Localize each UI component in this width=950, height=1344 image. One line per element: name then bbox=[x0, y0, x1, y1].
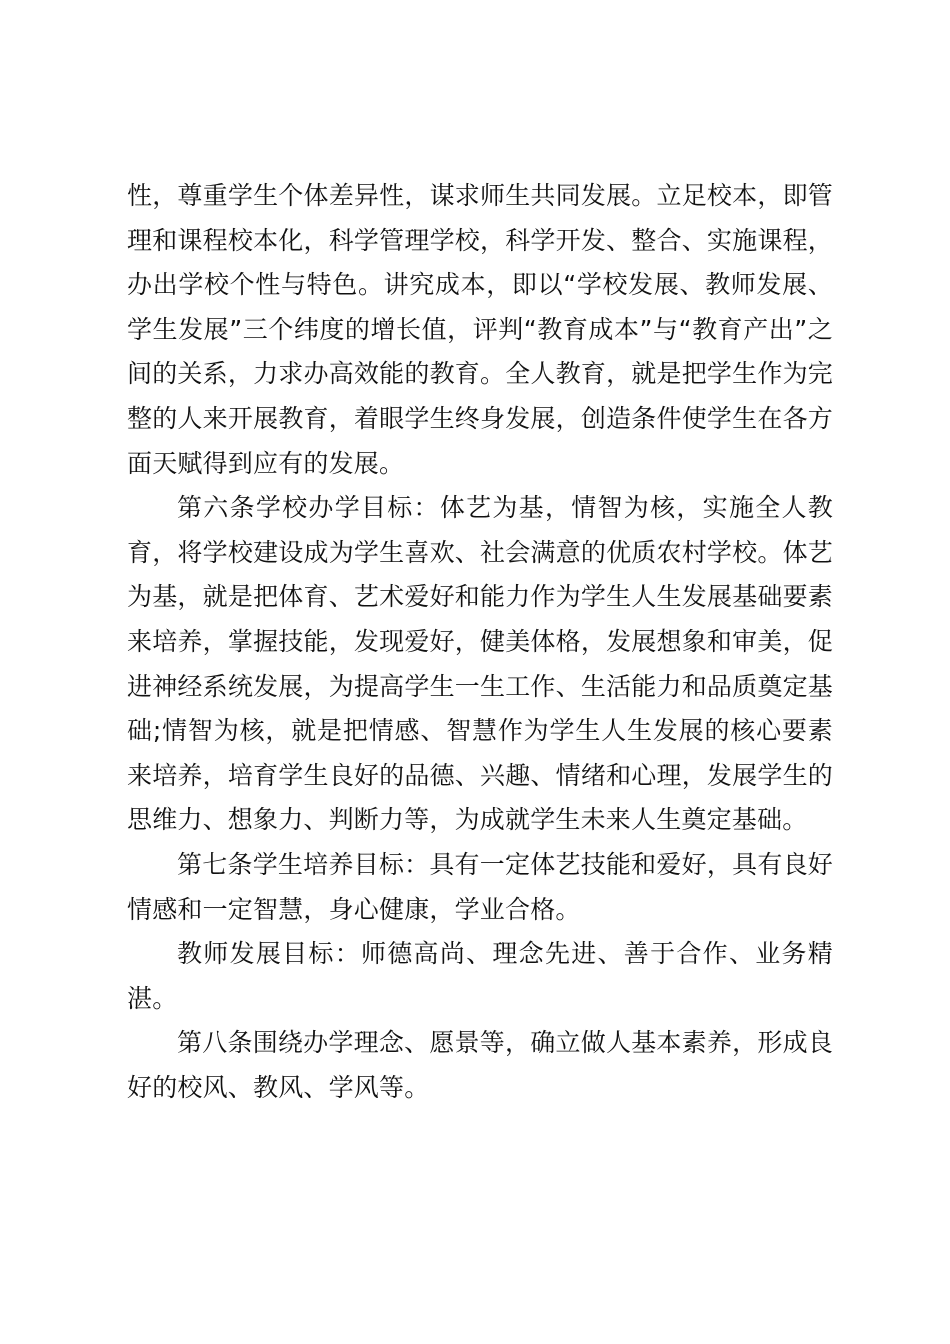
paragraph-article-8-school-culture: 第八条围绕办学理念、愿景等，确立做人基本素养，形成良好的校风、教风、学风等。 bbox=[127, 1028, 833, 1102]
paragraph-article-6-school-goals: 第六条学校办学目标：体艺为基，情智为核，实施全人教育，将学校建设成为学生喜欢、社会满意的优质农村学校。体艺为基，就是把体育、艺术爱好和能力作为学生人生发展基础要素来培养，掌握技能，发现爱好，健美体格，发展想象和审美，促进神经系统发展，为提高学生一生工作、生活能力和品质奠定基础;情智为核，就是把情感、智慧作为学生人生发展的核心要素来培养，培育学生良好的品德、兴趣、情绪和心理，发展学生的思维力、想象力、判断力等，为成就学生未来人生奠定基础。 bbox=[127, 493, 833, 835]
paragraph-teacher-development-goals: 教师发展目标：师德高尚、理念先进、善于合作、业务精湛。 bbox=[127, 939, 833, 1013]
paragraph-article-7-student-goals: 第七条学生培养目标：具有一定体艺技能和爱好，具有良好情感和一定智慧，身心健康，学业合格。 bbox=[127, 849, 833, 924]
paragraph-school-philosophy: 性，尊重学生个体差异性，谋求师生共同发展。立足校本，即管理和课程校本化，科学管理学校，科学开发、整合、实施课程，办出学校个性与特色。讲究成本，即以“学校发展、教师发展、学生发展”三个纬度的增长值，评判“教育成本”与“教育产出”之间的关系，力求办高效能的教育。全人教育，就是把学生作为完整的人来开展教育，着眼学生终身发展，创造条件使学生在各方面天赋得到应有的发展。 bbox=[127, 181, 833, 478]
document-body bbox=[127, 174, 833, 1110]
